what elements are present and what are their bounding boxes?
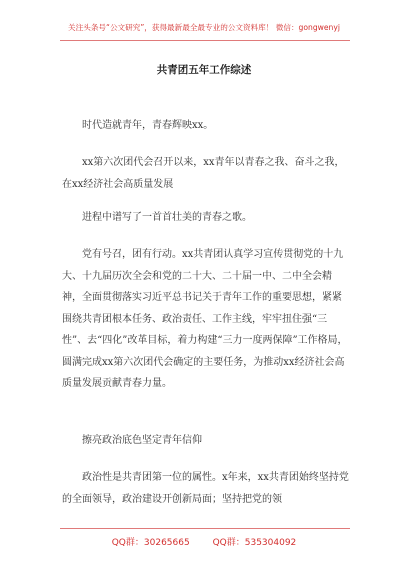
footer-qq-group-1: QQ群：30265665: [111, 538, 190, 548]
footer-qq-group-2: QQ群：535304092: [212, 538, 297, 548]
paragraph-1: 时代造就青年，青春辉映xx。: [82, 120, 214, 131]
footer: [0, 535, 408, 548]
paragraph-2: xx第六次团代会召开以来，xx青年以青春之我、奋斗之我，在xx经济社会高质量发展: [62, 157, 345, 190]
header-banner: 关注头条号“公文研究”，获得最新最全最专业的公文资料库！ 微信：gongwenyj: [68, 23, 340, 32]
paragraph-3: 进程中谱写了一首首壮美的青春之歌。: [82, 212, 252, 223]
header-divider: [60, 40, 350, 41]
document-title: 共青团五年工作综述: [156, 64, 252, 76]
section-heading: 擦亮政治底色坚定青年信仰: [82, 435, 202, 446]
paragraph-5: 政治性是共青团第一位的属性。x年来，xx共青团始终坚持党的全面领导，政治建设开创新局面；坚持把党的领: [62, 472, 349, 505]
footer-divider: [60, 528, 350, 529]
paragraph-4: 党有号召，团有行动。xx共青团认真学习宣传贯彻党的十九大、十九届历次全会和党的二十大、二十届一中、二中全会精神，全面贯彻落实习近平总书记关于青年工作的重要思想，紧紧围绕共青团根本任务、政治责任、工作主线，牢牢扭住强“三性”、去“四化”改革目标，着力构建“三力一度两保障”工作格局，圆满完成xx第六次团代会确定的主要任务，为推动xx经济社会高质量发展贡献青春力量。: [62, 249, 348, 389]
